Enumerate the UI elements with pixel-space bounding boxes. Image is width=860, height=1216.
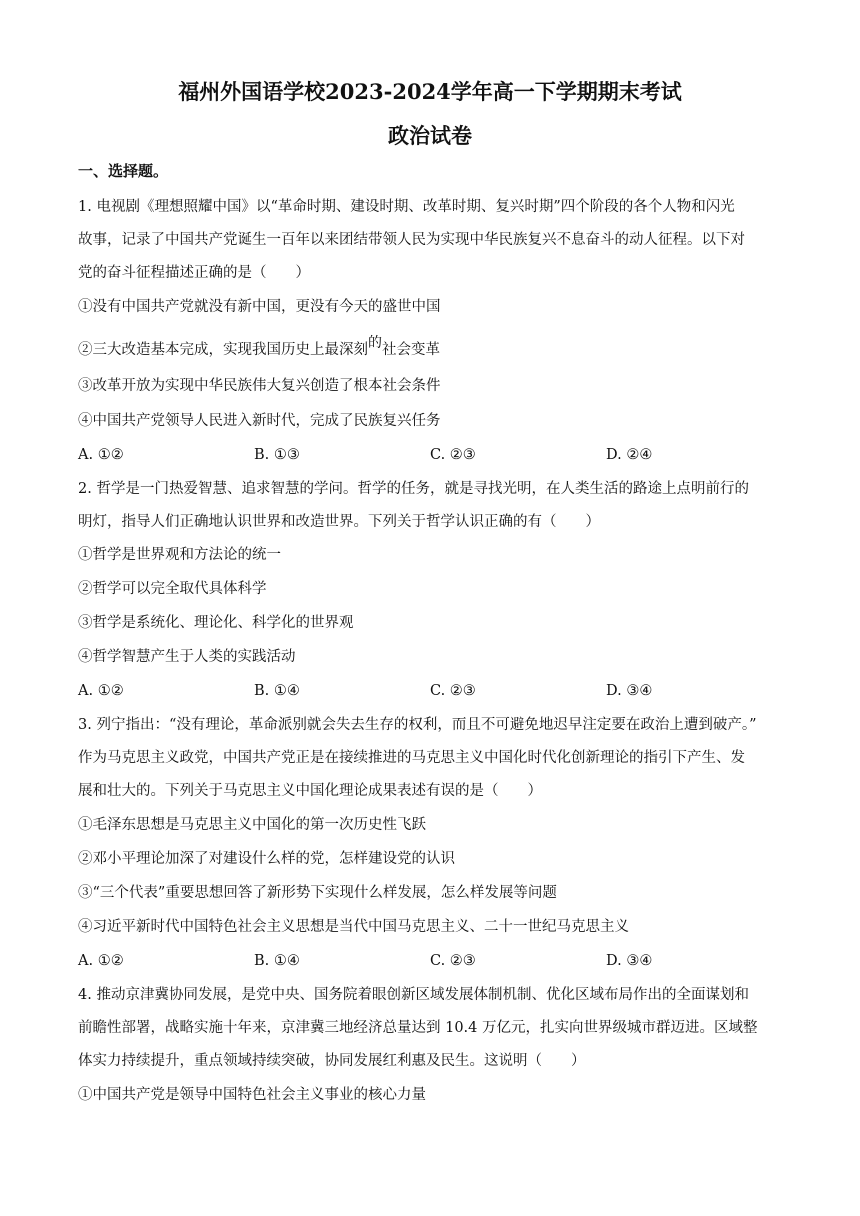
q1-item-1: ①没有中国共产党就没有新中国，更没有今天的盛世中国: [78, 299, 441, 315]
q3-option-d[interactable]: D. ③④: [606, 953, 653, 969]
q1-stem-line-1: 1. 电视剧《理想照耀中国》以“革命时期、建设时期、改革时期、复兴时期”四个阶段的各个人物和闪光: [78, 199, 735, 215]
q1-item-2-text: ②三大改造基本完成，实现我国历史上最深刻: [78, 342, 368, 358]
q4-stem-line-1: 4. 推动京津冀协同发展，是党中央、国务院着眼创新区域发展体制机制、优化区域布局作出的全面谋划和: [78, 987, 749, 1003]
q1-option-a[interactable]: A. ①②: [78, 447, 124, 463]
q2-item-1: ①哲学是世界观和方法论的统一: [78, 547, 281, 563]
q1-option-b[interactable]: B. ①③: [254, 447, 300, 463]
q1-item-4: ④中国共产党领导人民进入新时代，完成了民族复兴任务: [78, 413, 441, 429]
q2-stem-line-1: 2. 哲学是一门热爱智慧、追求智慧的学问。哲学的任务，就是寻找光明，在人类生活的路途上点明前行的: [78, 481, 749, 497]
q1-stem-line-3: 党的奋斗征程描述正确的是（ ）: [78, 265, 310, 281]
q3-option-c[interactable]: C. ②③: [430, 953, 476, 969]
exam-subtitle: 政治试卷: [388, 123, 472, 148]
q3-item-3: ③“三个代表”重要思想回答了新形势下实现什么样发展，怎么样发展等问题: [78, 885, 557, 901]
q2-item-4: ④哲学智慧产生于人类的实践活动: [78, 649, 296, 665]
q3-option-a[interactable]: A. ①②: [78, 953, 124, 969]
q1-stem-line-2: 故事，记录了中国共产党诞生一百年以来团结带领人民为实现中华民族复兴不息奋斗的动人征程。以下对: [78, 232, 745, 248]
q3-stem-line-1: 3. 列宁指出：“没有理论，革命派别就会失去生存的权利，而且不可避免地迟早注定要在政治上遭到破产。”: [78, 717, 757, 733]
q1-item-3: ③改革开放为实现中华民族伟大复兴创造了根本社会条件: [78, 378, 441, 394]
q3-item-4: ④习近平新时代中国特色社会主义思想是当代中国马克思主义、二十一世纪马克思主义: [78, 919, 629, 935]
q2-option-d[interactable]: D. ③④: [606, 683, 653, 699]
q1-item-2-sup: 的: [368, 335, 382, 351]
q1-item-2: [78, 335, 790, 360]
q1-item-2-tail: 社会变革: [382, 342, 440, 358]
q2-item-3: ③哲学是系统化、理论化、科学化的世界观: [78, 615, 354, 631]
q3-option-b[interactable]: B. ①④: [254, 953, 300, 969]
q2-option-c[interactable]: C. ②③: [430, 683, 476, 699]
q3-item-1: ①毛泽东思想是马克思主义中国化的第一次历史性飞跃: [78, 817, 426, 833]
q3-stem-line-3: 展和壮大的。下列关于马克思主义中国化理论成果表述有误的是（ ）: [78, 783, 542, 799]
q2-item-2: ②哲学可以完全取代具体科学: [78, 581, 267, 597]
q4-stem-line-3: 体实力持续提升，重点领域持续突破，协同发展红利惠及民生。这说明（ ）: [78, 1053, 586, 1069]
exam-title: 福州外国语学校2023-2024学年高一下学期期末考试: [178, 79, 682, 104]
q3-stem-line-2: 作为马克思主义政党，中国共产党正是在接续推进的马克思主义中国化时代化创新理论的指引下产生、发: [78, 750, 745, 766]
section-heading: 一、选择题。: [78, 162, 169, 180]
q4-item-1: ①中国共产党是领导中国特色社会主义事业的核心力量: [78, 1087, 426, 1103]
q4-stem-line-2: 前瞻性部署，战略实施十年来，京津冀三地经济总量达到 10.4 万亿元，扎实向世界级城市群迈进。区域整: [78, 1020, 758, 1036]
q1-option-d[interactable]: D. ②④: [606, 447, 653, 463]
q2-stem-line-2: 明灯，指导人们正确地认识世界和改造世界。下列关于哲学认识正确的有（ ）: [78, 514, 600, 530]
q2-option-b[interactable]: B. ①④: [254, 683, 300, 699]
q1-option-c[interactable]: C. ②③: [430, 447, 476, 463]
q3-item-2: ②邓小平理论加深了对建设什么样的党，怎样建设党的认识: [78, 851, 455, 867]
q2-option-a[interactable]: A. ①②: [78, 683, 124, 699]
